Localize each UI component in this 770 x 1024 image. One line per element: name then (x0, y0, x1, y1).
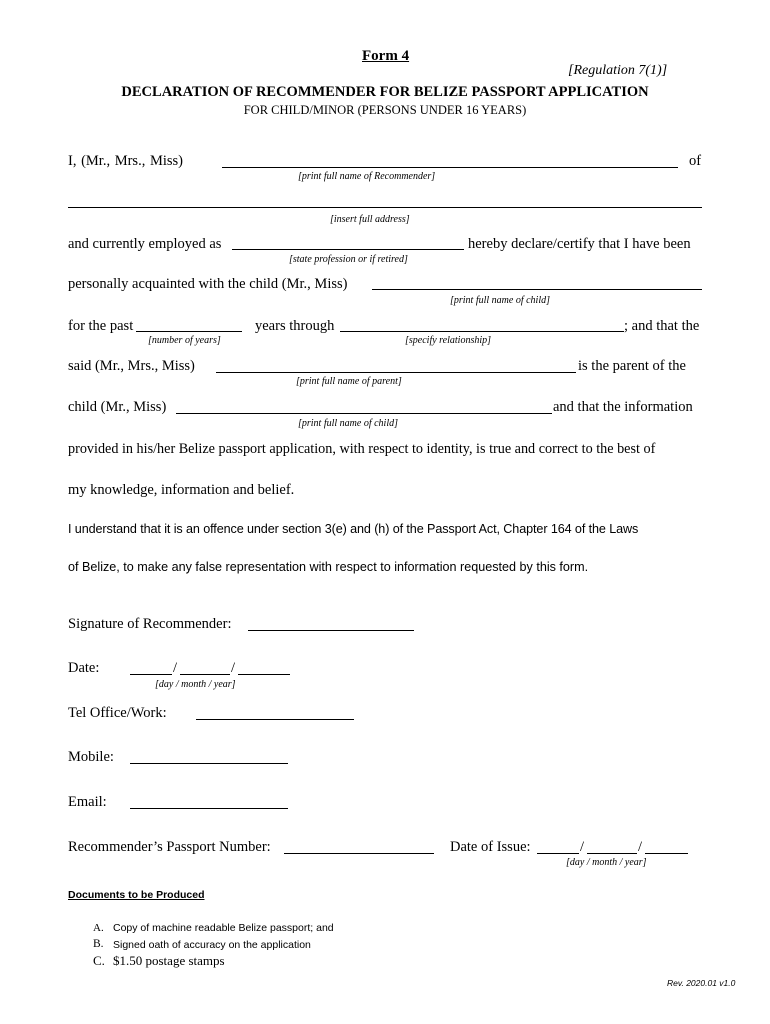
address-field[interactable] (68, 207, 702, 208)
recommender-name-field[interactable] (222, 167, 678, 168)
date-month-field[interactable] (180, 674, 230, 675)
child-suffix: and that the information (553, 399, 693, 415)
date-label: Date: (68, 660, 100, 676)
parent-name-field[interactable] (216, 372, 576, 373)
revision-label: Rev. 2020.01 v1.0 (667, 978, 736, 988)
employed-suffix: hereby declare/certify that I have been (468, 236, 691, 252)
profession-hint: [state profession or if retired] (289, 254, 408, 265)
years-hint: [number of years] (148, 335, 221, 346)
acquainted-prefix: personally acquainted with the child (Mr., Miss) (68, 276, 348, 292)
date-slash-1: / (173, 660, 178, 676)
document-item-c-text: $1.50 postage stamps (113, 953, 225, 968)
parent-hint: [print full name of parent] (296, 376, 402, 387)
offence-statement-line1: I understand that it is an offence under section 3(e) and (h) of the Passport Act, Chapter 164 of the Laws (68, 522, 639, 536)
page-title: DECLARATION OF RECOMMENDER FOR BELIZE PASSPORT APPLICATION (121, 84, 649, 100)
email-field[interactable] (130, 808, 288, 809)
form-number: Form 4 (362, 48, 410, 64)
child-name-field-1[interactable] (372, 289, 702, 290)
passport-number-label: Recommender’s Passport Number: (68, 839, 271, 855)
issue-day-field[interactable] (537, 853, 579, 854)
document-item-c-marker: C. (93, 953, 105, 968)
passport-number-field[interactable] (284, 853, 434, 854)
documents-heading: Documents to be Produced (68, 889, 205, 901)
said-prefix: said (Mr., Mrs., Miss) (68, 358, 195, 374)
tel-field[interactable] (196, 719, 354, 720)
date-year-field[interactable] (238, 674, 290, 675)
relationship-field[interactable] (340, 331, 624, 332)
document-item-a-text: Copy of machine readable Belize passport; and (113, 922, 334, 934)
child-name-hint-2: [print full name of child] (298, 418, 398, 429)
declaration-paragraph-line1: provided in his/her Belize passport application, with respect to identity, is true and correct to the best of (68, 441, 656, 457)
declaration-line1-suffix: of (689, 153, 702, 169)
parent-suffix: is the parent of the (578, 358, 686, 374)
issue-slash-1: / (580, 839, 585, 855)
signature-field[interactable] (248, 630, 414, 631)
issue-year-field[interactable] (645, 853, 688, 854)
document-item-b-marker: B. (93, 938, 104, 950)
and-that-text: ; and that the (624, 318, 700, 334)
issue-date-hint: [day / month / year] (566, 857, 647, 868)
page-subtitle: FOR CHILD/MINOR (PERSONS UNDER 16 YEARS) (243, 103, 527, 117)
address-hint: [insert full address] (330, 214, 410, 225)
declaration-line1-prefix: I, (Mr., Mrs., Miss) (68, 153, 183, 169)
tel-label: Tel Office/Work: (68, 705, 167, 721)
signature-label: Signature of Recommender: (68, 616, 232, 632)
offence-statement-line2: of Belize, to make any false representation with respect to information requested by this form. (68, 560, 589, 574)
child-prefix: child (Mr., Miss) (68, 399, 167, 415)
issue-month-field[interactable] (587, 853, 637, 854)
mobile-label: Mobile: (68, 749, 114, 765)
number-of-years-field[interactable] (136, 331, 242, 332)
child-name-hint-1: [print full name of child] (450, 295, 550, 306)
years-through-text: years through (255, 318, 335, 334)
regulation-reference: [Regulation 7(1)] (568, 63, 668, 78)
date-day-field[interactable] (130, 674, 172, 675)
date-of-issue-label: Date of Issue: (450, 839, 531, 855)
issue-slash-2: / (638, 839, 643, 855)
document-item-a-marker: A. (93, 922, 104, 934)
date-hint: [day / month / year] (155, 679, 236, 690)
profession-field[interactable] (232, 249, 464, 250)
employed-prefix: and currently employed as (68, 236, 222, 252)
email-label: Email: (68, 794, 107, 810)
child-name-field-2[interactable] (176, 413, 552, 414)
recommender-name-hint: [print full name of Recommender] (298, 171, 436, 182)
document-item-b-text: Signed oath of accuracy on the application (113, 939, 311, 951)
declaration-paragraph-line2: my knowledge, information and belief. (68, 482, 295, 498)
relationship-hint: [specify relationship] (405, 335, 492, 346)
past-prefix: for the past (68, 318, 134, 334)
date-slash-2: / (231, 660, 236, 676)
mobile-field[interactable] (130, 763, 288, 764)
